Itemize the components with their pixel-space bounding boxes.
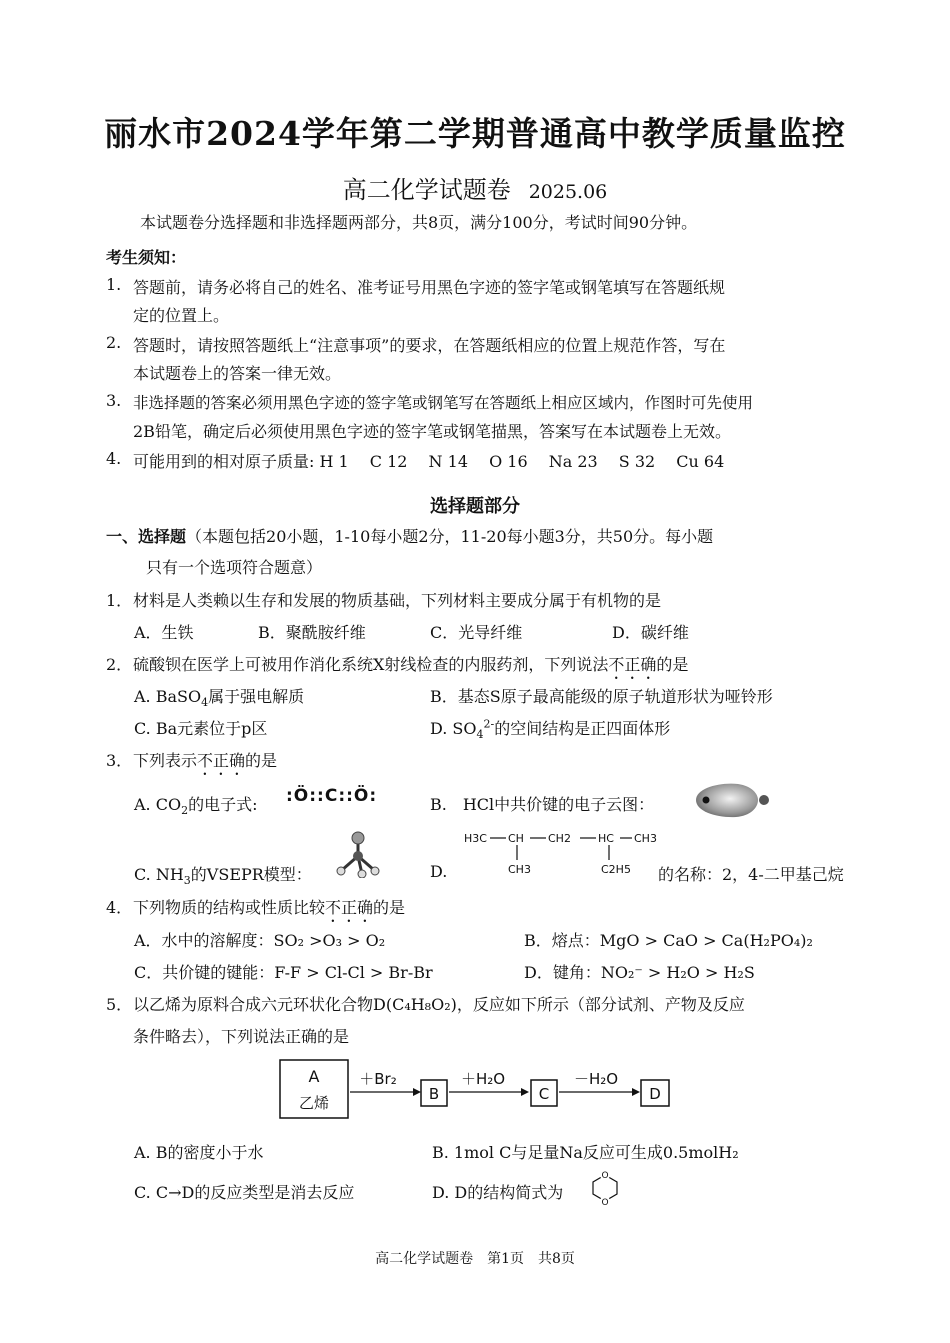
h-atom [358,870,366,878]
q1-option-b: B．聚酰胺纤维 [258,623,366,642]
q3-co2-lewis: :Ö::C::Ö: [286,786,378,806]
box-b-label: B [428,1085,440,1103]
notice-4-line1: 可能用到的相对原子质量: H 1 C 12 N 14 O 16 Na 23 S 32 Cu 64 [133,452,725,471]
q4-option-d: D．键角：NO₂⁻ > H₂O > H₂S [524,963,755,982]
section-title: 选择题部分 [430,496,520,517]
hcl-electron-cloud [690,780,772,820]
q5-option-a: A. B的密度小于水 [134,1143,264,1162]
q2-option-a: A. BaSO$_4$属于强电解质 [134,687,305,710]
notice-1-line2: 定的位置上。 [133,306,230,325]
notice-3-line2: 2B铅笔，确定后必须使用黑色字迹的签字笔或钢笔描黑，答案写在本试题卷上无效。 [133,422,731,441]
notice-2-line2: 本试题卷上的答案一律无效。 [133,364,342,383]
q1-num: 1． [106,591,133,610]
struct-ch3-end: CH3 [634,832,657,845]
q5-option-c: C. C→D的反应类型是消去反应 [134,1183,355,1202]
q4-stem: 下列物质的结构或性质比较不正确的是 [133,898,406,917]
q4-num: 4． [106,898,133,917]
reagent-1: ＋Br₂ [359,1070,397,1088]
part-desc-line2: 只有一个选项符合题意） [146,558,323,577]
cl-nucleus [759,795,769,805]
exam-title: 丽水市2024学年第二学期普通高中教学质量监控 [104,114,846,153]
notice-heading: 考生须知： [106,248,187,267]
q2-stem: 硫酸钡在医学上可被用作消化系统X射线检查的内服药剂，下列说法不正确的是 [133,655,689,674]
reagent-3: －H₂O [573,1070,619,1088]
ring-oxygen-bottom: O [601,1198,609,1208]
struct-ch3-branch: CH3 [508,863,531,876]
notice-3-line1: 非选择题的答案必须用黑色字迹的签字笔或钢笔写在答题纸上相应区域内，作图时可先使用 [133,394,754,412]
q3-stem: 下列表示不正确的是 [133,751,278,770]
struct-ch2: CH2 [548,832,571,845]
dioxane-structure [588,1166,622,1210]
q2-option-d: D. $SO_4^{2-}$的空间结构是正四面体形 [430,717,671,742]
q4-option-b: B．熔点：MgO > CaO > Ca(H₂PO₄)₂ [524,931,813,950]
part-heading: 一、选择题（本题包括20小题，1-10每小题2分，11-20每小题3分，共50分。每小题 [106,527,714,546]
q3-option-d: D. [430,862,448,881]
h-atom [371,867,379,875]
lone-pair-sphere [352,832,364,844]
q3-num: 3． [106,751,133,770]
notice-1-line1: 答题前，请务必将自己的姓名、准考证号用黑色字迹的签字笔或钢笔填写在答题纸规 [133,278,726,297]
q4-option-c: C．共价键的键能：F-F > Cl-Cl > Br-Br [134,963,433,982]
q5-num: 5． [106,995,133,1014]
struct-ch: CH [508,832,524,845]
q5-stem-line1: 以乙烯为原料合成六元环状化合物D(C₄H₈O₂)，反应如下所示（部分试剂、产物及反应 [133,995,745,1014]
nh3-vsepr-model [332,830,384,878]
exam-intro: 本试题卷分选择题和非选择题两部分，共8页，满分100分，考试时间90分钟。 [140,213,698,232]
box-a-label: A [308,1067,320,1086]
q3-option-b: B. HCl中共价键的电子云图： [430,795,655,814]
h-nucleus [703,797,710,804]
dimethylhexane-structure [462,828,657,880]
q2-option-c: C. Ba元素位于p区 [134,719,268,738]
q1-option-d: D．碳纤维 [612,623,689,642]
q3-option-c: C. $NH_3$的VSEPR模型： [134,865,312,888]
page-footer: 高二化学试题卷 第1页 共8页 [375,1251,575,1267]
q1-option-a: A．生铁 [134,623,194,642]
q3-option-d-name: 的名称：2，4-二甲基己烷 [658,865,844,884]
notice-num-3: 3. [106,391,122,410]
notice-num-1: 1. [106,275,122,294]
q5-stem-line2: 条件略去），下列说法正确的是 [133,1027,350,1046]
struct-h3c: H3C [464,832,487,845]
q4-option-a: A．水中的溶解度：SO₂ >O₃ > O₂ [134,931,386,950]
q2-num: 2． [106,655,133,674]
q5-option-d: D. D的结构简式为 [432,1183,564,1202]
h-atom [337,867,345,875]
notice-2-line1: 答题时，请按照答题纸上“注意事项”的要求，在答题纸相应的位置上规范作答，写在 [133,336,726,355]
q1-option-c: C．光导纤维 [430,623,523,642]
notice-num-4: 4. [106,449,122,468]
ring-oxygen-top: O [601,1171,609,1181]
notice-num-2: 2. [106,333,122,352]
box-d-label: D [649,1085,661,1103]
q3-option-a: A. $CO_2$的电子式: [134,795,258,818]
q2-option-b: B．基态S原子最高能级的原子轨道形状为哑铃形 [430,687,773,706]
struct-c2h5: C2H5 [601,863,631,876]
n-atom [353,851,363,861]
q5-option-b: B. 1mol C与足量Na反应可生成0.5molH₂ [432,1143,739,1162]
exam-date: 2025.06 [528,181,608,203]
reaction-flow-diagram [278,1058,678,1122]
box-c-label: C [538,1085,550,1103]
exam-subtitle: 高二化学试题卷 2025.06 [342,176,608,204]
box-a-name: 乙烯 [298,1094,330,1112]
struct-hc: HC [598,832,614,845]
q1-stem: 材料是人类赖以生存和发展的物质基础，下列材料主要成分属于有机物的是 [133,591,662,610]
reagent-2: ＋H₂O [460,1070,506,1088]
